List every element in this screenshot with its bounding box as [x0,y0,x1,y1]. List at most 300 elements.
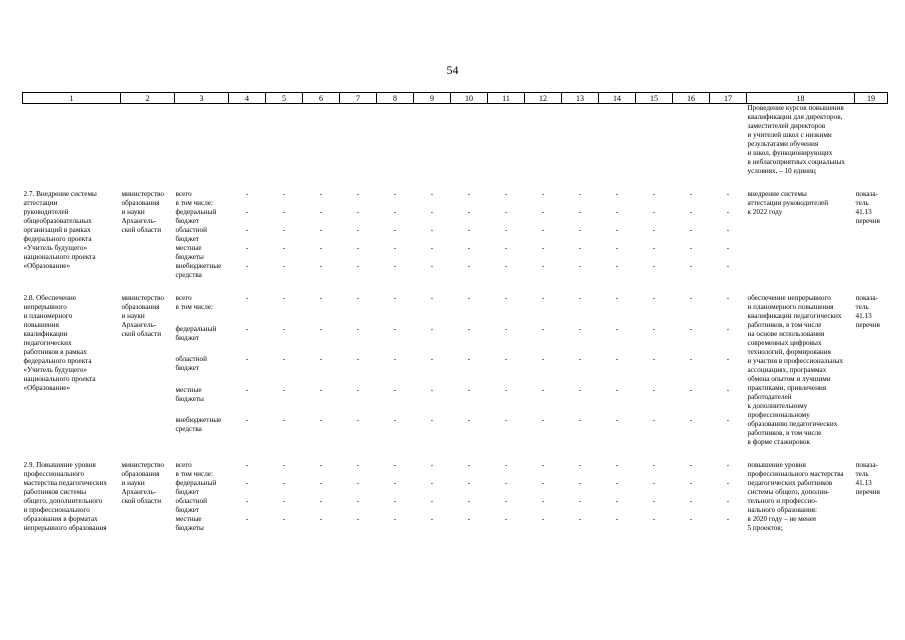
amount-cell: - [689,208,693,216]
empty-cell [599,104,636,177]
section-2.9-fund-row [23,461,888,479]
executor-cell-line: и науки [121,479,145,487]
amount-cell: - [430,515,434,523]
measure-name-cell-line: национального проекта [23,375,96,383]
amount-cell: - [319,385,323,394]
result-cell-line: работодателей [747,393,792,401]
executor-cell-line: Архангель- [121,217,157,225]
measure-name-cell-line: «Образование» [23,384,71,392]
amount-cell: - [615,515,619,523]
result-cell-line: тельного и профессио- [747,497,818,505]
amount-cell: - [282,324,286,333]
amount-cell: - [393,324,397,333]
measure-name-cell-line: «Образование» [23,262,71,270]
empty-cell [175,104,229,177]
column-header-1: 1 [23,93,121,104]
amount-cell: - [245,294,249,302]
amount-cell: - [393,244,397,252]
funding-source-cell-line: бюджет [175,333,200,342]
amount-cell: - [430,208,434,216]
result-cell-line: в 2020 году – не менее [747,515,817,523]
amount-cell: - [504,479,508,487]
amount-cell: - [726,262,730,270]
amount-cell: - [689,355,693,364]
amount-cell: - [689,226,693,234]
amount-cell: - [689,479,693,487]
empty-cell [525,104,562,177]
amount-cell: - [578,262,582,270]
amount-cell: - [504,324,508,333]
indicator-cell-line: показа- [855,461,878,469]
amount-cell: - [356,385,360,394]
amount-cell: - [282,244,286,252]
indicator-cell [855,294,888,447]
amount-cell: - [541,226,545,234]
result-cell-line: образованию педагогических [747,420,838,428]
amount-cell: - [578,515,582,523]
result-cell-line: условиях, – 10 единиц [747,167,816,175]
column-header-15: 15 [636,93,673,104]
amount-cell: - [467,416,471,425]
amount-cell: - [467,515,471,523]
amount-cell: - [726,324,730,333]
result-cell-line: профессиональному [747,411,810,419]
funding-source-cell-line: всего [175,461,192,469]
empty-cell [229,104,266,177]
amount-cell: - [504,226,508,234]
result-cell [747,461,855,533]
measure-name-cell [23,190,121,280]
amount-cell: - [726,461,730,469]
measure-name-cell-line: непрерывного образования [23,524,107,532]
amount-cell: - [652,355,656,364]
executor-cell-line: и науки [121,312,145,320]
result-cell-line: повышение уровня [747,461,806,469]
column-header-11: 11 [488,93,525,104]
amount-cell: - [245,385,249,394]
funding-source-cell-line: бюджет [175,217,200,225]
empty-cell [488,104,525,177]
amount-cell: - [726,190,730,198]
result-cell-line: современных цифровых [747,339,822,347]
amount-cell: - [615,497,619,505]
amount-cell: - [393,416,397,425]
result-cell-line: и учителей школ с низкими [747,131,832,139]
amount-cell: - [282,497,286,505]
column-header-5: 5 [266,93,303,104]
column-header-4: 4 [229,93,266,104]
amount-cell: - [541,461,545,469]
amount-cell: - [689,515,693,523]
measure-name-cell-line: аттестации [23,199,58,207]
amount-cell: - [245,355,249,364]
amount-cell: - [652,515,656,523]
amount-cell: - [245,461,249,469]
amount-cell: - [689,244,693,252]
amount-cell: - [541,208,545,216]
measure-name-cell-line: профессионального [23,470,85,478]
funding-source-cell [175,262,229,280]
column-header-3: 3 [175,93,229,104]
funding-source-cell [175,479,229,497]
measure-name-cell-line: национального проекта [23,253,96,261]
amount-cell: - [245,226,249,234]
amount-cell: - [652,385,656,394]
executor-cell-line: образования [121,470,160,478]
amount-cell: - [319,324,323,333]
amount-cell: - [652,262,656,270]
amount-cell: - [282,461,286,469]
section-gap [23,447,888,461]
measure-name-cell-line: и планомерного [23,312,73,320]
amount-cell: - [541,385,545,394]
amount-cell: - [467,262,471,270]
amount-cell: - [578,355,582,364]
amount-cell: - [541,355,545,364]
amount-cell: - [726,355,730,364]
funding-source-cell-line: в том числе: [175,303,213,311]
executor-cell-line: ской области [121,497,162,505]
column-header-10: 10 [451,93,488,104]
funding-source-cell [175,515,229,533]
amount-cell: - [615,244,619,252]
amount-cell: - [356,324,360,333]
result-cell-line: к 2022 году [747,208,783,216]
amount-cell: - [615,385,619,394]
funding-source-cell-line: средства [175,425,202,434]
measure-name-cell-line: квалификации [23,330,68,338]
amount-cell: - [393,190,397,198]
amount-cell: - [652,416,656,425]
amount-cell: - [504,461,508,469]
executor-cell-line: ской области [121,226,162,234]
indicator-cell [855,190,888,280]
amount-cell: - [430,262,434,270]
amount-cell: - [615,262,619,270]
amount-cell: - [245,497,249,505]
indicator-cell-line: 41.13 [855,479,872,487]
amount-cell: - [467,294,471,302]
amount-cell: - [615,479,619,487]
result-cell-line: аттестации руководителей [747,199,829,207]
executor-cell [121,461,175,533]
funding-source-cell-line: федеральный [175,479,217,487]
column-header-17: 17 [710,93,747,104]
amount-cell: - [319,208,323,216]
indicator-cell-line: тель [855,303,869,311]
column-header-14: 14 [599,93,636,104]
gap-cell [23,280,888,294]
amount-cell: - [541,294,545,302]
amount-cell: - [689,461,693,469]
measure-name-cell-line: федерального проекта [23,357,92,365]
funding-source-cell-line: в том числе: [175,470,213,478]
measure-name-cell-line: непрерывного [23,303,67,311]
amount-cell: - [282,190,286,198]
amount-cell: - [689,190,693,198]
amount-cell: - [541,262,545,270]
funding-source-cell-line: всего [175,294,192,302]
section-2.7-fund-row [23,190,888,208]
amount-cell: - [578,226,582,234]
empty-cell [451,104,488,177]
amount-cell: - [245,324,249,333]
measure-name-cell-line: повышения [23,321,59,329]
amount-cell: - [430,416,434,425]
result-cell-line: 5 проектов; [747,524,783,532]
measure-name-cell-line: общеобразовательных [23,217,92,225]
amount-cell: - [504,355,508,364]
empty-cell [562,104,599,177]
result-cell-line: и участия в профессиональных [747,357,844,365]
amount-cell: - [356,294,360,302]
amount-cell: - [356,226,360,234]
executor-cell-line: министерство [121,294,164,302]
amount-cell: - [504,497,508,505]
empty-cell [710,104,747,177]
funding-source-cell-line: бюджеты [175,253,204,261]
result-cell-line: квалификации для директоров, [747,113,843,121]
funding-source-cell-line: внебюджетные [175,262,222,270]
amount-cell: - [726,385,730,394]
column-header-13: 13 [562,93,599,104]
amount-cell: - [430,190,434,198]
amount-cell: - [282,294,286,302]
amount-cell: - [689,497,693,505]
indicator-cell-line: перечня [855,217,880,225]
amount-cell: - [356,479,360,487]
amount-cell: - [541,497,545,505]
amount-cell: - [726,479,730,487]
column-header-12: 12 [525,93,562,104]
amount-cell: - [245,262,249,270]
amount-cell: - [356,262,360,270]
result-cell [747,104,855,177]
amount-cell: - [578,479,582,487]
amount-cell: - [467,208,471,216]
amount-cell: - [726,226,730,234]
gap-cell [23,176,888,190]
measure-name-cell-line: общего, дополнительного [23,497,103,505]
column-number-row [23,93,888,104]
amount-cell: - [504,190,508,198]
amount-cell: - [245,515,249,523]
measure-name-cell-line: педагогических [23,339,72,347]
executor-cell-line: Архангель- [121,488,157,496]
executor-cell [121,294,175,447]
section-gap [23,280,888,294]
column-header-8: 8 [377,93,414,104]
amount-cell: - [393,461,397,469]
amount-cell: - [356,416,360,425]
indicator-cell-line: перечня [855,488,880,496]
measure-name-cell-line: образования в форматах [23,515,98,523]
amount-cell: - [578,208,582,216]
amount-cell: - [615,324,619,333]
amount-cell: - [319,244,323,252]
empty-cell [266,104,303,177]
result-cell-line: педагогических работников [747,479,833,487]
result-cell-line: технологий, формирования [747,348,831,356]
continuation-row [23,104,888,177]
amount-cell: - [652,479,656,487]
indicator-cell-line: показа- [855,190,878,198]
funding-source-cell [175,416,229,447]
funding-source-cell [175,461,229,479]
amount-cell: - [245,416,249,425]
amount-cell: - [578,461,582,469]
funding-source-cell-line: местные [175,385,202,394]
amount-cell: - [726,208,730,216]
funding-source-cell [175,226,229,244]
amount-cell: - [282,208,286,216]
amount-cell: - [245,208,249,216]
amount-cell: - [430,497,434,505]
result-cell-line: работников, в том числе [747,321,822,329]
result-cell-line: ассоциациях, программах [747,366,827,374]
amount-cell: - [393,226,397,234]
funding-source-cell-line: бюджеты [175,524,204,532]
amount-cell: - [652,190,656,198]
measure-name-cell [23,294,121,447]
executor-cell-line: образования [121,199,160,207]
column-header-9: 9 [414,93,451,104]
empty-cell [414,104,451,177]
funding-source-cell-line: федеральный [175,324,217,333]
amount-cell: - [541,479,545,487]
funding-source-cell-line: бюджет [175,488,200,496]
measure-name-cell-line: и профессионального [23,506,90,514]
result-cell-line: к дополнительному [747,402,808,410]
amount-cell: - [615,294,619,302]
indicator-cell-line: перечня [855,321,880,329]
result-cell-line: нального образования: [747,506,817,514]
amount-cell: - [615,416,619,425]
funding-source-cell-line: областной [175,226,207,234]
amount-cell: - [282,416,286,425]
indicator-cell [855,461,888,533]
executor-cell-line: и науки [121,208,145,216]
amount-cell: - [652,244,656,252]
funding-source-cell-line: бюджет [175,364,200,373]
funding-source-cell-line: в том числе: [175,199,213,207]
measure-name-cell-line: работников системы [23,488,87,496]
amount-cell: - [467,461,471,469]
indicator-cell-line: 41.13 [855,312,872,320]
amount-cell: - [282,479,286,487]
funding-source-cell-line: бюджет [175,506,200,514]
empty-cell [23,104,121,177]
amount-cell: - [319,190,323,198]
funding-source-cell-line: областной [175,355,207,364]
measure-name-cell [23,461,121,533]
result-cell-line: заместителей директоров [747,122,826,130]
section-2.8-fund-row [23,294,888,325]
result-cell-line: Проведение курсов повышения [747,104,844,112]
amount-cell: - [282,515,286,523]
amount-cell: - [726,244,730,252]
amount-cell: - [356,515,360,523]
amount-cell: - [430,294,434,302]
measure-name-cell-line: «Учитель будущего» [23,244,88,252]
amount-cell: - [282,262,286,270]
amount-cell: - [578,416,582,425]
empty-cell [340,104,377,177]
amount-cell: - [578,497,582,505]
amount-cell: - [356,244,360,252]
executor-cell-line: ской области [121,330,162,338]
amount-cell: - [726,515,730,523]
measure-name-cell-line: 2.7. Внедрение системы [23,190,97,198]
measure-name-cell-line: мастерства педагогических [23,479,107,487]
amount-cell: - [652,324,656,333]
result-cell-line: профессионального мастерства [747,470,844,478]
amount-cell: - [689,262,693,270]
amount-cell: - [726,497,730,505]
amount-cell: - [467,190,471,198]
amount-cell: - [541,244,545,252]
funding-source-cell [175,294,229,325]
executor-cell [121,190,175,280]
amount-cell: - [615,461,619,469]
program-table [22,92,888,533]
amount-cell: - [430,244,434,252]
funding-source-cell-line: бюджеты [175,394,204,403]
funding-source-cell-line: местные [175,244,202,252]
amount-cell: - [356,497,360,505]
funding-source-cell [175,325,229,356]
amount-cell: - [430,226,434,234]
measure-name-cell-line: организаций в рамках [23,226,91,234]
result-cell-line: системы общего, дополни- [747,488,830,496]
amount-cell: - [356,190,360,198]
result-cell-line: обеспечение непрерывного [747,294,831,302]
amount-cell: - [282,226,286,234]
empty-cell [636,104,673,177]
result-cell-line: обмена опытом и лучшими [747,375,831,383]
funding-source-cell-line: средства [175,271,202,279]
amount-cell: - [504,416,508,425]
amount-cell: - [467,226,471,234]
amount-cell: - [652,294,656,302]
amount-cell: - [319,262,323,270]
amount-cell: - [430,385,434,394]
column-header-19: 19 [855,93,888,104]
indicator-cell-line: 41.13 [855,208,872,216]
executor-cell-line: министерство [121,461,164,469]
result-cell-line: и планомерного повышения [747,303,834,311]
amount-cell: - [245,190,249,198]
funding-source-cell [175,497,229,515]
amount-cell: - [393,208,397,216]
amount-cell: - [319,416,323,425]
amount-cell: - [319,497,323,505]
column-header-2: 2 [121,93,175,104]
result-cell-line: в форме стажировок [747,438,811,446]
amount-cell: - [541,416,545,425]
amount-cell: - [393,385,397,394]
measure-name-cell-line: 2.8. Обеспечение [23,294,76,302]
amount-cell: - [504,515,508,523]
column-header-16: 16 [673,93,710,104]
amount-cell: - [319,226,323,234]
measure-name-cell-line: федерального проекта [23,235,92,243]
amount-cell: - [393,479,397,487]
funding-source-cell-line: всего [175,190,192,198]
amount-cell: - [282,385,286,394]
amount-cell: - [319,479,323,487]
result-cell-line: квалификации педагогических [747,312,842,320]
